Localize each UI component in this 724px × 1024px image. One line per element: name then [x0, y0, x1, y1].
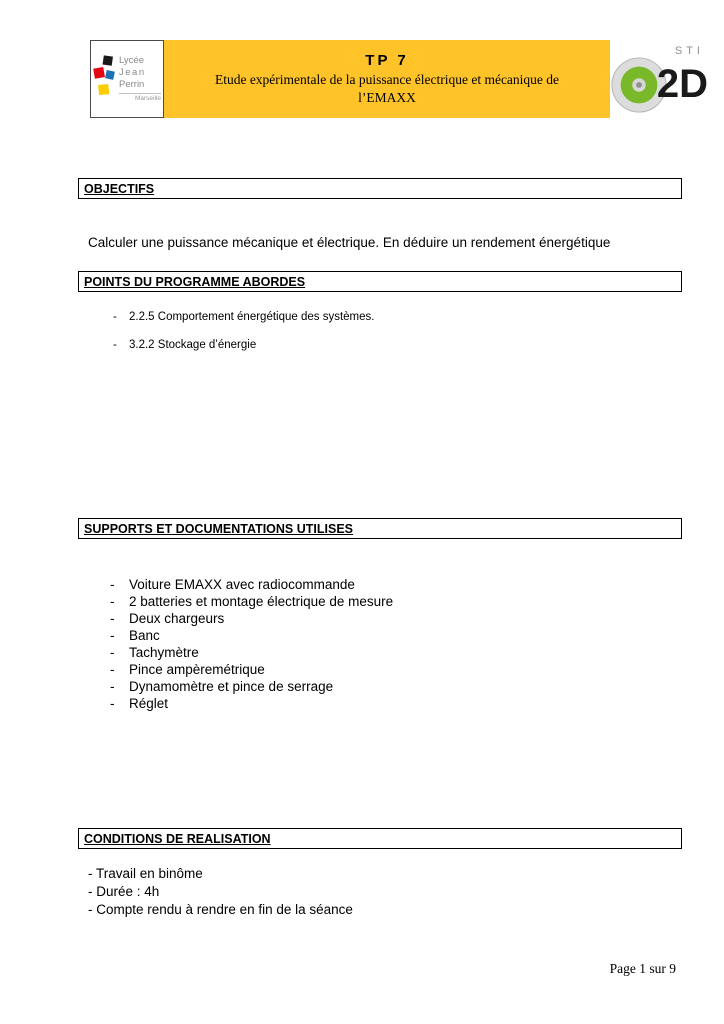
list-item-text: Banc [129, 628, 160, 643]
section-heading-label: SUPPORTS ET DOCUMENTATIONS UTILISES [84, 521, 353, 536]
list-item-text: Deux chargeurs [129, 611, 225, 626]
points-list [113, 311, 374, 367]
list-item [113, 311, 374, 323]
school-logo-cubes-icon [93, 52, 117, 106]
list-item-text: Réglet [129, 696, 169, 711]
list-item-text: Dynamomètre et pince de serrage [129, 679, 334, 694]
list-item-text: Voiture EMAXX avec radiocommande [129, 577, 355, 592]
list-item [110, 593, 393, 610]
header-banner [90, 40, 710, 118]
list-item [110, 695, 393, 712]
bullet-dash: - [113, 311, 117, 323]
tp-subtitle-line1: Etude expérimentale de la puissance électrique et mécanique de [214, 71, 560, 87]
list-item [113, 339, 374, 351]
sti-2d-label: 2D [656, 62, 708, 106]
section-heading-objectifs [78, 178, 682, 199]
school-logo [90, 40, 164, 118]
list-item-text: 2 batteries et montage électrique de mesure [129, 594, 394, 609]
bullet-dash: - [110, 696, 115, 711]
section-heading-label: POINTS DU PROGRAMME ABORDES [84, 274, 306, 289]
tp-number-title: TP 7 [365, 51, 409, 69]
list-item [110, 576, 393, 593]
school-name-line3: Perrin [119, 78, 145, 90]
sti-label: STI [674, 45, 704, 57]
tp-subtitle-line2: l’EMAXX [358, 89, 416, 105]
school-logo-divider [119, 93, 161, 94]
list-item [110, 644, 393, 661]
list-item-text: 3.2.2 Stockage d’énergie [129, 339, 257, 351]
condition-line: - Travail en binôme [88, 866, 203, 881]
section-heading-label: CONDITIONS DE REALISATION [84, 831, 271, 846]
bullet-dash: - [110, 679, 115, 694]
section-heading-supports [78, 518, 682, 539]
school-name-line2: Jean [119, 67, 146, 78]
list-item-text: Tachymètre [129, 645, 199, 660]
school-city-label: Marseille [134, 94, 161, 102]
list-item [110, 610, 393, 627]
bullet-dash: - [110, 611, 115, 626]
school-logo-text [119, 55, 161, 103]
section-heading-points [78, 271, 682, 292]
bullet-dash: - [110, 577, 115, 592]
condition-line: - Compte rendu à rendre en fin de la séance [88, 902, 353, 917]
banner-title-area [164, 40, 610, 118]
conditions-text [88, 865, 353, 919]
list-item [110, 678, 393, 695]
section-heading-conditions [78, 828, 682, 849]
bullet-dash: - [110, 594, 115, 609]
supports-list [110, 576, 393, 712]
condition-line: - Durée : 4h [88, 884, 160, 899]
school-name-line1: Lycée [119, 55, 144, 67]
bullet-dash: - [113, 339, 117, 351]
bullet-dash: - [110, 645, 115, 660]
objectifs-text: Calculer une puissance mécanique et électrique. En déduire un rendement énergétique [88, 234, 611, 250]
list-item-text: 2.2.5 Comportement énergétique des systèmes. [129, 311, 375, 323]
page-number: Page 1 sur 9 [609, 961, 676, 976]
sti2d-logo [610, 40, 710, 118]
bullet-dash: - [110, 662, 115, 677]
list-item [110, 627, 393, 644]
list-item [110, 661, 393, 678]
section-heading-label: OBJECTIFS [84, 181, 155, 196]
bullet-dash: - [110, 628, 115, 643]
list-item-text: Pince ampèremétrique [129, 662, 265, 677]
